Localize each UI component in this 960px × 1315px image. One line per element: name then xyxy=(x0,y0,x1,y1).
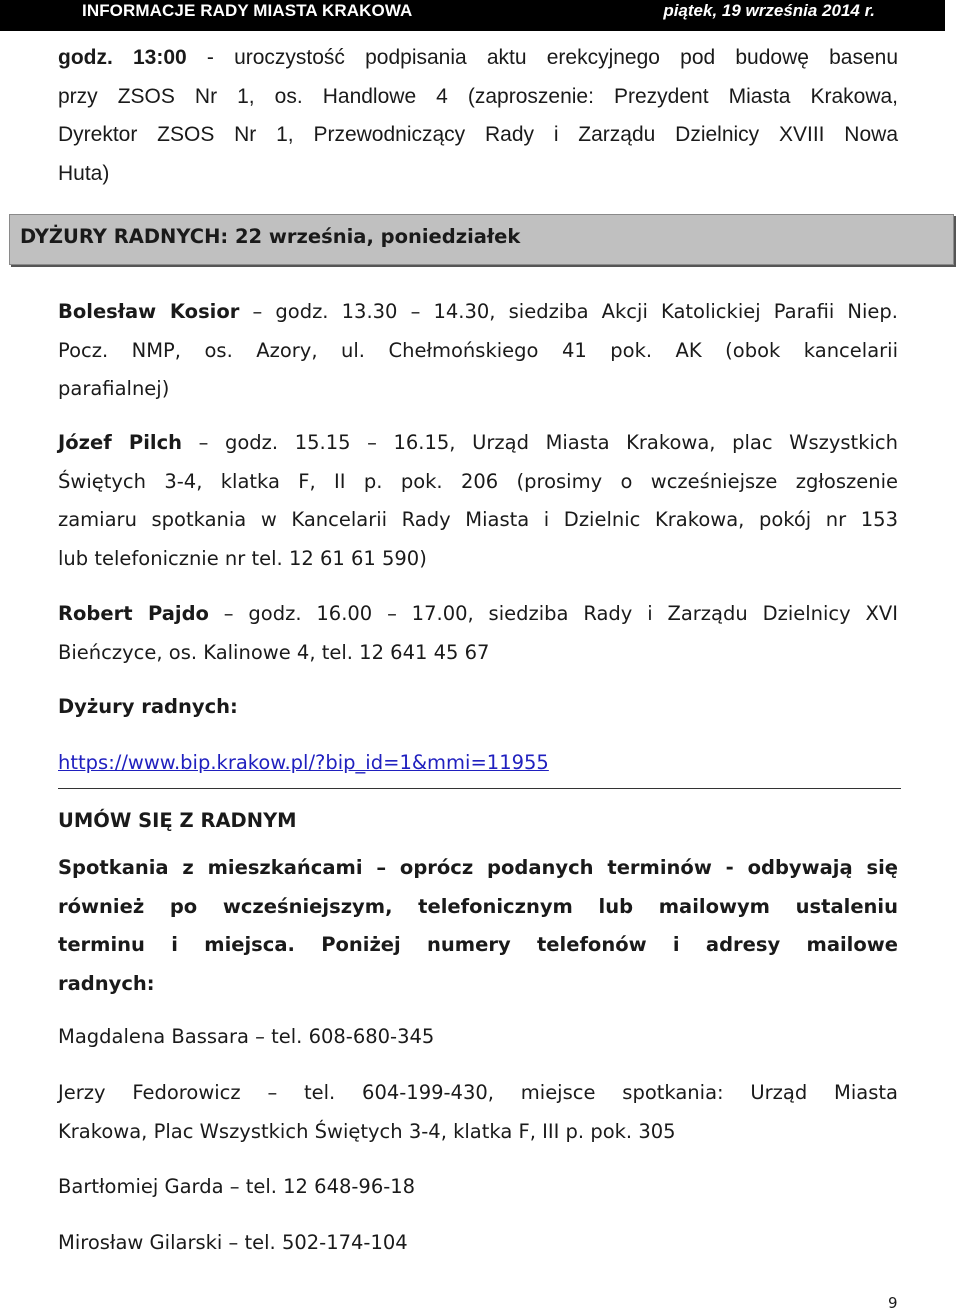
meet-line: terminu i miejsca. Poniżej numery telefonów i adresy mailowe xyxy=(58,933,898,956)
meet-line: Spotkania z mieszkańcami – oprócz podanych terminów - odbywają się xyxy=(58,856,898,879)
councillor-name: Bolesław Kosior xyxy=(58,300,240,323)
meet-heading: UMÓW SIĘ Z RADNYM xyxy=(58,809,297,832)
contact-entry xyxy=(58,1074,898,1151)
duty-line: Robert Pajdo – godz. 16.00 – 17.00, siedziba Rady i Zarządu Dzielnicy XVI xyxy=(58,602,898,625)
duty-entry xyxy=(58,595,898,672)
duty-line: Pocz. NMP, os. Azory, ul. Chełmońskiego 41 pok. AK (obok kancelarii xyxy=(58,338,898,362)
councillor-name: Robert Pajdo xyxy=(58,602,209,625)
meet-line: radnych: xyxy=(58,971,155,995)
duty-link-wrap xyxy=(58,744,898,783)
meet-paragraph xyxy=(58,849,898,1003)
meet-line: również po wcześniejszym, telefonicznym lub mailowym ustaleniu xyxy=(58,894,898,918)
duty-line: Bieńczyce, os. Kalinowe 4, tel. 12 641 45 67 xyxy=(58,640,490,664)
intro-line-3: Dyrektor ZSOS Nr 1, Przewodniczący Rady i Zarządu Dzielnicy XVIII Nowa xyxy=(58,123,898,146)
duty-banner-text: DYŻURY RADNYCH: 22 września, poniedziałek xyxy=(20,225,521,248)
contact-line: Bartłomiej Garda – tel. 12 648-96-18 xyxy=(58,1175,416,1198)
intro-time: godz. 13:00 xyxy=(58,46,187,69)
header-date: piątek, 19 września 2014 r. xyxy=(663,1,875,20)
contact-line: Magdalena Bassara – tel. 608-680-345 xyxy=(58,1025,435,1048)
contact-entry xyxy=(58,1224,898,1263)
page-number: 9 xyxy=(888,1294,898,1312)
duty-line: Świętych 3-4, klatka F, II p. pok. 206 (prosimy o wcześniejsze zgłoszenie xyxy=(58,469,898,493)
intro-paragraph xyxy=(58,39,898,193)
intro-line-4: Huta) xyxy=(58,161,110,185)
page-header xyxy=(0,0,945,31)
duty-schedule-link[interactable]: https://www.bip.krakow.pl/?bip_id=1&mmi=11955 xyxy=(58,751,549,774)
duty-line: parafialnej) xyxy=(58,377,170,400)
duty-link-label: Dyżury radnych: xyxy=(58,695,238,718)
contact-line: Krakowa, Plac Wszystkich Świętych 3-4, klatka F, III p. pok. 305 xyxy=(58,1119,676,1143)
duty-line: Józef Pilch – godz. 15.15 – 16.15, Urząd Miasta Krakowa, plac Wszystkich xyxy=(58,431,898,454)
contact-entry xyxy=(58,1168,898,1207)
header-title: INFORMACJE RADY MIASTA KRAKOWA xyxy=(82,1,413,20)
duty-entry xyxy=(58,424,898,578)
duty-banner xyxy=(9,214,954,265)
contact-line: Mirosław Gilarski – tel. 502-174-104 xyxy=(58,1231,408,1254)
councillor-name: Józef Pilch xyxy=(58,431,183,454)
duty-entry xyxy=(58,293,898,409)
intro-line-1: godz. 13:00 - uroczystość podpisania aktu erekcyjnego pod budowę basenu xyxy=(58,46,898,69)
duty-line: zamiaru spotkania w Kancelarii Rady Miasta i Dzielnic Krakowa, pokój nr 153 xyxy=(58,508,898,531)
duty-line: Bolesław Kosior – godz. 13.30 – 14.30, siedziba Akcji Katolickiej Parafii Niep. xyxy=(58,300,898,323)
duty-line: lub telefonicznie nr tel. 12 61 61 590) xyxy=(58,546,427,570)
intro-line-2: przy ZSOS Nr 1, os. Handlowe 4 (zaproszenie: Prezydent Miasta Krakowa, xyxy=(58,84,898,108)
contact-line: Jerzy Fedorowicz – tel. 604-199-430, miejsce spotkania: Urząd Miasta xyxy=(58,1081,898,1104)
contact-entry xyxy=(58,1018,898,1057)
section-divider xyxy=(58,788,901,789)
